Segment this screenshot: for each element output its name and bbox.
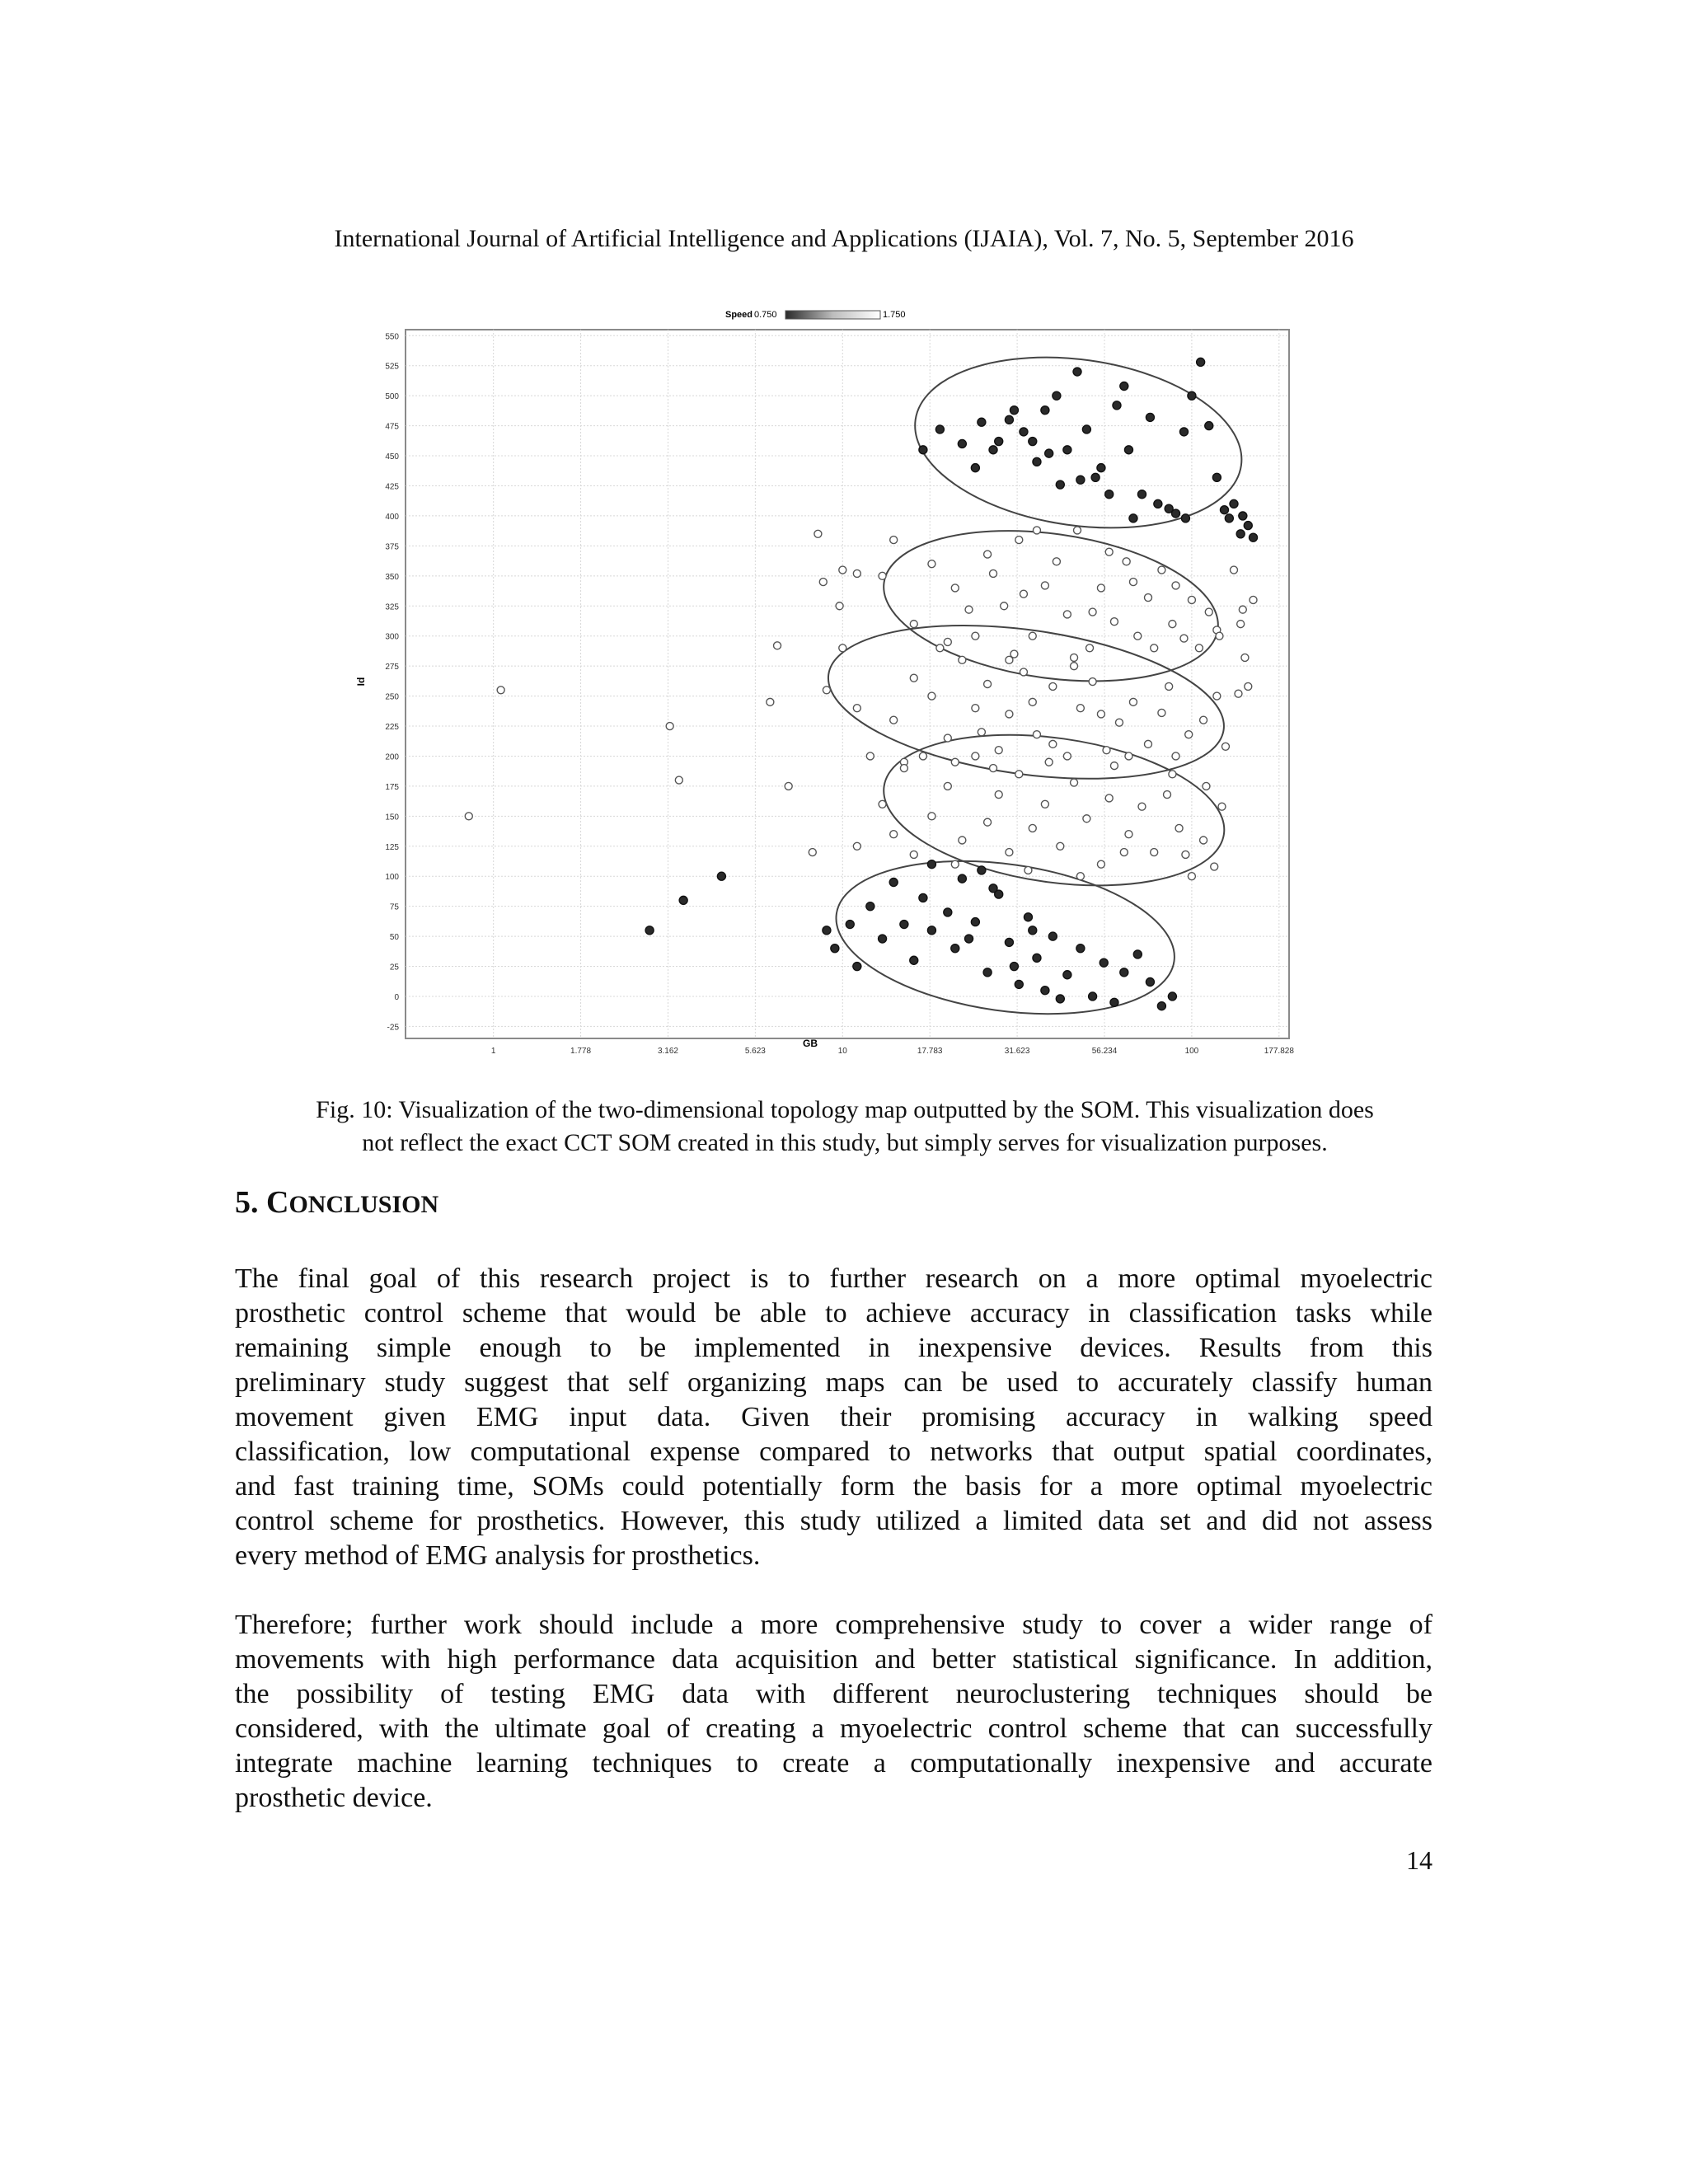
y-tick-label: 175	[385, 782, 399, 792]
data-point	[900, 765, 907, 772]
data-point	[1074, 527, 1081, 534]
data-point	[1006, 710, 1013, 718]
data-point	[1005, 938, 1013, 946]
data-point	[1071, 779, 1078, 786]
data-point	[1103, 747, 1110, 754]
data-point	[675, 776, 682, 784]
data-point	[853, 705, 860, 712]
x-axis-ticks	[491, 1047, 1294, 1056]
conclusion-paragraph-2	[235, 1608, 1432, 1816]
data-point	[866, 752, 874, 760]
data-point	[1110, 998, 1118, 1006]
text-line: the possibility of testing EMG data with different neuroclustering techniques should be	[235, 1679, 1432, 1709]
data-point	[971, 464, 979, 472]
data-point	[1123, 558, 1130, 565]
data-point	[819, 579, 827, 586]
data-point	[928, 560, 935, 568]
data-point	[1073, 368, 1081, 376]
caption-line-1: Fig. 10: Visualization of the two-dimensional topology map outputted by the SOM. This visualization does	[316, 1096, 1374, 1123]
x-tick-label: 56.234	[1091, 1047, 1118, 1056]
data-point	[1221, 743, 1229, 750]
data-point	[971, 918, 979, 926]
data-point	[853, 842, 860, 850]
data-point	[1029, 824, 1036, 832]
data-point	[1138, 803, 1146, 810]
data-point	[809, 849, 816, 856]
legend-label: Speed	[724, 310, 753, 320]
data-point	[1063, 446, 1071, 454]
data-point	[1086, 644, 1094, 652]
data-point	[717, 872, 725, 880]
y-tick-label: 75	[389, 902, 399, 912]
data-point	[1076, 705, 1084, 712]
data-point	[465, 813, 472, 820]
x-tick-label: 100	[1184, 1047, 1199, 1056]
data-point	[944, 908, 952, 916]
data-point	[927, 926, 935, 935]
text-line: prosthetic control scheme that would be able to achieve accuracy in classification tasks while	[235, 1298, 1432, 1329]
data-point	[1053, 391, 1061, 400]
data-point	[1220, 506, 1228, 514]
data-point	[1129, 579, 1137, 586]
data-point	[951, 860, 959, 868]
legend-min-label: 0.750	[754, 310, 777, 320]
y-tick-label: 525	[385, 362, 399, 372]
data-point	[1115, 719, 1123, 726]
data-point	[1250, 533, 1258, 541]
y-tick-label: 375	[385, 542, 399, 552]
data-point	[1056, 995, 1064, 1003]
data-point	[965, 935, 973, 943]
y-tick-label: -25	[387, 1023, 399, 1033]
data-point	[1146, 413, 1154, 421]
data-point	[1041, 582, 1048, 589]
data-point	[1165, 504, 1173, 513]
text-line: control scheme for prosthetics. However, this study utilized a limited data set and did not assess	[235, 1506, 1432, 1536]
data-point	[1172, 752, 1179, 760]
data-point	[1245, 682, 1252, 690]
data-point	[1041, 800, 1048, 808]
data-point	[839, 644, 846, 652]
caption-line-2: not reflect the exact CCT SOM created in this study, but simply serves for visualization purposes.	[362, 1129, 1328, 1156]
data-point	[978, 418, 986, 426]
data-point	[978, 729, 985, 736]
data-point	[1237, 621, 1245, 628]
data-point	[879, 935, 887, 943]
running-header: International Journal of Artificial Intelligence and Applications (IJAIA), Vol. 7, No. 5, September 2016	[334, 225, 1354, 252]
data-point	[958, 439, 966, 448]
data-point	[1124, 446, 1132, 454]
data-point	[1048, 932, 1057, 940]
data-point	[972, 752, 979, 760]
data-point	[814, 530, 822, 537]
text-line: integrate machine learning techniques to create a computationally inexpensive and accurate	[235, 1748, 1432, 1779]
data-point	[823, 926, 831, 935]
x-axis-label: GB	[803, 1038, 818, 1049]
y-axis-label: Id	[355, 677, 367, 687]
data-point	[1076, 944, 1085, 953]
data-point	[1205, 608, 1212, 616]
x-tick-label: 17.783	[917, 1047, 943, 1056]
data-point	[839, 566, 846, 574]
data-point	[1010, 963, 1018, 971]
data-point	[1129, 698, 1137, 705]
data-point	[1239, 512, 1247, 520]
data-point	[1244, 522, 1252, 530]
y-tick-label: 425	[385, 482, 399, 492]
data-point	[1144, 740, 1151, 748]
x-tick-label: 10	[837, 1047, 847, 1056]
data-point	[1120, 382, 1128, 391]
data-point	[1239, 606, 1246, 613]
text-line: Therefore; further work should include a more comprehensive study to cover a wider range of	[235, 1610, 1432, 1640]
data-point	[1113, 401, 1121, 410]
data-point	[879, 800, 886, 808]
y-tick-label: 475	[385, 422, 399, 432]
data-point	[1033, 527, 1040, 534]
data-point	[890, 716, 898, 724]
y-tick-label: 250	[385, 692, 399, 702]
data-point	[1151, 849, 1158, 856]
text-line: prosthetic device.	[235, 1783, 433, 1813]
data-point	[989, 884, 997, 893]
data-point	[1165, 682, 1173, 690]
data-point	[965, 606, 973, 613]
data-point	[1076, 873, 1084, 880]
data-point	[1172, 582, 1179, 589]
data-point	[1033, 954, 1041, 962]
text-line: and fast training time, SOMs could potentially form the basis for a more optimal myoelectric	[235, 1471, 1432, 1502]
data-point	[666, 723, 673, 730]
data-point	[1006, 849, 1013, 856]
data-point	[984, 681, 992, 688]
data-point	[1029, 926, 1037, 935]
data-point	[497, 687, 504, 694]
page-number: 14	[1406, 1845, 1432, 1875]
data-point	[1089, 678, 1096, 686]
section-title-initial: C	[266, 1185, 289, 1220]
y-axis-ticks	[385, 332, 399, 1032]
data-point	[846, 921, 854, 929]
data-point	[1133, 950, 1142, 958]
data-point	[1029, 632, 1036, 640]
data-point	[1125, 831, 1132, 838]
x-tick-label: 5.623	[744, 1047, 766, 1056]
y-tick-label: 200	[385, 752, 399, 762]
data-point	[836, 602, 843, 610]
data-point	[1097, 464, 1105, 472]
data-point	[1195, 644, 1203, 652]
data-point	[1015, 771, 1023, 778]
data-point	[959, 837, 966, 844]
data-point	[774, 642, 781, 649]
data-point	[1154, 499, 1162, 508]
data-point	[951, 584, 959, 592]
section-heading-conclusion	[235, 1183, 438, 1224]
y-tick-label: 225	[385, 723, 399, 733]
data-point	[1063, 752, 1071, 760]
data-point	[1005, 415, 1013, 424]
data-point	[1033, 731, 1040, 738]
data-point	[1063, 971, 1071, 979]
data-point	[1110, 618, 1118, 626]
data-point	[1164, 791, 1171, 799]
data-point	[944, 638, 951, 645]
data-point	[935, 425, 944, 434]
data-point	[1024, 913, 1032, 921]
data-point	[1110, 762, 1118, 770]
data-point	[910, 674, 917, 682]
y-tick-label: 0	[394, 992, 399, 1002]
text-line: considered, with the ultimate goal of creating a myoelectric control scheme that can successfully	[235, 1713, 1432, 1744]
data-point	[944, 782, 951, 790]
data-point	[995, 791, 1002, 799]
y-tick-label: 300	[385, 632, 399, 642]
data-point	[1185, 731, 1193, 738]
y-tick-label: 350	[385, 572, 399, 582]
data-point	[983, 968, 992, 977]
data-point	[919, 893, 927, 902]
data-point	[990, 765, 997, 772]
y-tick-label: 100	[385, 873, 399, 883]
data-point	[1029, 438, 1037, 446]
data-point	[1175, 824, 1183, 832]
data-point	[1134, 632, 1142, 640]
data-point	[978, 866, 986, 874]
data-point	[1071, 663, 1078, 670]
y-tick-label: 50	[389, 933, 399, 943]
data-point	[944, 734, 951, 742]
figure-som-topology	[346, 298, 1319, 1073]
data-point	[1083, 815, 1090, 823]
data-point	[1082, 425, 1090, 434]
data-point	[1010, 406, 1018, 415]
data-point	[853, 963, 861, 971]
data-point	[1020, 428, 1028, 436]
figure-caption	[235, 1094, 1455, 1160]
x-tick-label: 31.623	[1004, 1047, 1030, 1056]
data-point	[1045, 758, 1053, 766]
y-tick-label: 25	[389, 963, 399, 972]
data-point	[1097, 584, 1104, 592]
y-tick-label: 450	[385, 452, 399, 462]
data-point	[1188, 873, 1195, 880]
data-point	[1076, 476, 1085, 484]
data-point	[1091, 473, 1100, 481]
data-point	[679, 896, 687, 904]
data-point	[1010, 650, 1018, 658]
data-point	[995, 438, 1003, 446]
x-tick-label: 1	[490, 1047, 496, 1056]
x-tick-label: 177.828	[1264, 1047, 1294, 1056]
data-point	[972, 632, 979, 640]
y-tick-label: 550	[385, 332, 399, 342]
text-line: classification, low computational expense compared to networks that output spatial coordinates,	[235, 1436, 1432, 1467]
data-point	[1216, 632, 1223, 640]
data-point	[879, 572, 886, 579]
data-point	[1041, 406, 1049, 415]
legend-max-label: 1.750	[883, 310, 906, 320]
data-point	[1025, 866, 1032, 874]
data-point	[1015, 537, 1023, 544]
data-point	[990, 569, 997, 577]
data-point	[767, 698, 774, 705]
data-point	[1203, 782, 1210, 790]
y-tick-label: 125	[385, 842, 399, 852]
section-title-rest: ONCLUSION	[288, 1191, 439, 1218]
data-point	[1015, 980, 1023, 988]
data-point	[866, 902, 874, 911]
data-point	[889, 879, 898, 887]
data-point	[1089, 992, 1097, 1001]
text-line: remaining simple enough to be implemented in inexpensive devices. Results from this	[235, 1333, 1432, 1363]
data-point	[823, 687, 830, 694]
data-point	[910, 956, 918, 964]
data-point	[1230, 566, 1237, 574]
data-point	[1188, 391, 1196, 400]
data-point	[1181, 514, 1189, 523]
data-point	[1097, 860, 1104, 868]
x-tick-label: 3.162	[657, 1047, 678, 1056]
data-point	[831, 944, 839, 953]
data-point	[1235, 690, 1242, 697]
data-point	[919, 752, 926, 760]
data-point	[1146, 977, 1154, 986]
data-point	[1212, 473, 1221, 481]
data-point	[951, 758, 959, 766]
data-point	[1020, 668, 1027, 676]
conclusion-paragraph-1	[235, 1262, 1432, 1573]
data-point	[1179, 428, 1188, 436]
x-tick-label: 1.778	[570, 1047, 592, 1056]
data-point	[1230, 499, 1238, 508]
data-point	[1218, 803, 1226, 810]
legend-color-bar	[785, 311, 880, 319]
data-point	[1057, 842, 1064, 850]
data-point	[919, 446, 927, 454]
data-point	[1097, 710, 1104, 718]
data-point	[1205, 422, 1213, 430]
data-point	[910, 851, 917, 858]
data-point	[1033, 457, 1041, 466]
section-number: 5.	[235, 1185, 259, 1220]
data-point	[1250, 596, 1257, 603]
text-line: The final goal of this research project is to further research on a more optimal myoelectric	[235, 1263, 1432, 1294]
data-point	[1144, 594, 1151, 602]
data-point	[1200, 716, 1207, 724]
data-point	[1182, 851, 1189, 858]
data-point	[951, 944, 959, 953]
data-point	[1241, 654, 1249, 661]
data-point	[1120, 849, 1128, 856]
data-point	[958, 874, 966, 883]
data-point	[1125, 752, 1132, 760]
data-point	[1100, 958, 1108, 967]
data-point	[1137, 490, 1146, 499]
som-scatter-chart	[346, 298, 1319, 1073]
data-point	[928, 692, 935, 700]
data-point	[927, 860, 935, 869]
data-point	[1213, 692, 1221, 700]
speed-legend	[725, 310, 906, 320]
data-point	[984, 551, 992, 558]
data-point	[1001, 602, 1008, 610]
data-point	[1129, 514, 1137, 523]
data-point	[1089, 608, 1096, 616]
data-point	[984, 818, 992, 826]
data-point	[959, 656, 966, 663]
data-point	[910, 621, 917, 628]
data-point	[1056, 480, 1064, 489]
data-point	[1049, 682, 1057, 690]
data-point	[1049, 740, 1057, 748]
text-line: every method of EMG analysis for prosthetics.	[235, 1540, 761, 1571]
data-point	[928, 813, 935, 820]
data-point	[1197, 358, 1205, 366]
data-point	[1211, 863, 1218, 870]
plot-area	[406, 330, 1289, 1038]
data-point	[1029, 698, 1036, 705]
y-tick-label: 150	[385, 813, 399, 823]
data-point	[1020, 590, 1027, 598]
data-point	[890, 537, 898, 544]
data-point	[1236, 530, 1245, 538]
y-tick-label: 325	[385, 602, 399, 612]
text-line: preliminary study suggest that self organizing maps can be used to accurately classify human	[235, 1367, 1432, 1398]
data-point	[989, 446, 997, 454]
data-point	[1071, 654, 1078, 661]
data-point	[853, 569, 860, 577]
data-point	[1105, 548, 1113, 555]
data-point	[1105, 794, 1113, 802]
data-point	[936, 644, 944, 652]
data-point	[1158, 566, 1165, 574]
y-tick-label: 400	[385, 512, 399, 522]
data-point	[1180, 635, 1188, 642]
y-tick-label: 500	[385, 392, 399, 402]
data-point	[1225, 514, 1233, 523]
data-point	[645, 926, 654, 935]
text-line: movement given EMG input data. Given their promising accuracy in walking speed	[235, 1402, 1432, 1432]
data-point	[1105, 490, 1114, 499]
data-point	[1041, 987, 1049, 995]
data-point	[1188, 596, 1195, 603]
data-point	[1158, 709, 1165, 716]
data-point	[1120, 968, 1128, 977]
data-point	[1168, 992, 1176, 1001]
text-line: movements with high performance data acquisition and better statistical significance. In addition,	[235, 1644, 1432, 1675]
data-point	[1151, 644, 1158, 652]
y-tick-label: 275	[385, 663, 399, 673]
data-point	[1169, 771, 1176, 778]
data-point	[890, 831, 898, 838]
data-point	[900, 921, 908, 929]
data-point	[995, 747, 1002, 754]
data-point	[1200, 837, 1207, 844]
data-point	[1045, 449, 1053, 457]
data-point	[1157, 1002, 1165, 1010]
data-point	[1053, 558, 1060, 565]
data-point	[1063, 611, 1071, 618]
data-point	[1169, 621, 1176, 628]
data-point	[785, 782, 792, 790]
data-point	[972, 705, 979, 712]
